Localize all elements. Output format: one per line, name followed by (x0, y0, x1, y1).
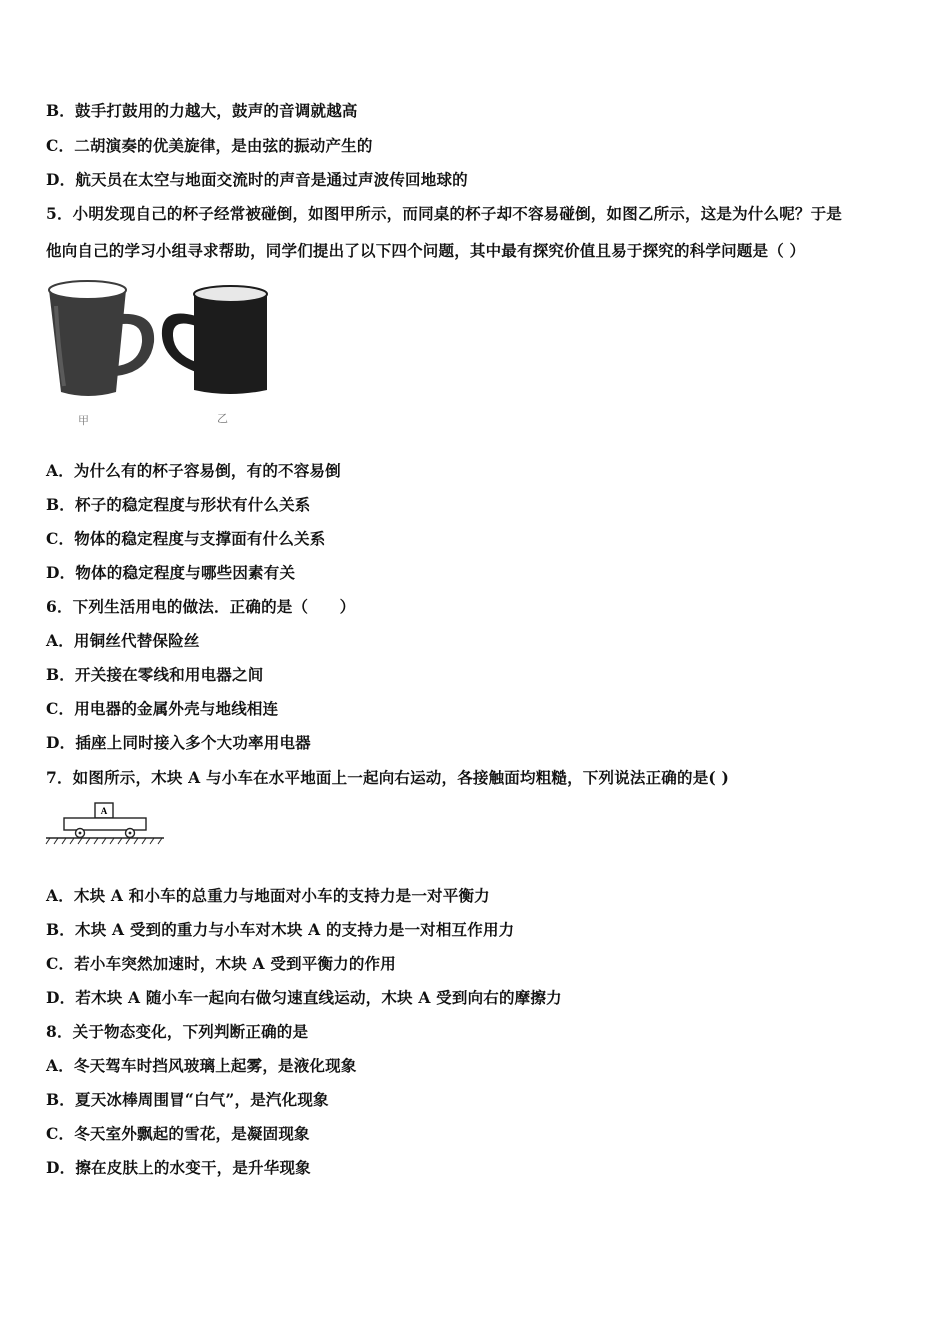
q8-option-b: B．夏天冰棒周围冒“白气”，是汽化现象 (46, 1090, 329, 1109)
cup-jia-image (49, 281, 154, 396)
fig-label-jia: 甲 (78, 414, 89, 427)
q5-option-b: B．杯子的稳定程度与形状有什么关系 (46, 495, 311, 514)
q7-option-c: C．若小车突然加速时，木块 A 受到平衡力的作用 (46, 954, 396, 973)
q6-option-c: C．用电器的金属外壳与地线相连 (46, 699, 279, 718)
q5-option-c: C．物体的稳定程度与支撑面有什么关系 (46, 529, 326, 548)
fig-label-yi: 乙 (217, 412, 228, 425)
q4-option-c: C．二胡演奏的优美旋律，是由弦的振动产生的 (46, 136, 373, 155)
q5-stem-line1: 5．小明发现自己的杯子经常被碰倒，如图甲所示，而同桌的杯子却不容易碰倒，如图乙所示，这是为什么呢？于是 (46, 204, 842, 223)
q7-option-a: A．木块 A 和小车的总重力与地面对小车的支持力是一对平衡力 (46, 886, 490, 905)
q8-option-a: A．冬天驾车时挡风玻璃上起雾，是液化现象 (46, 1056, 357, 1075)
q6-option-b: B．开关接在零线和用电器之间 (46, 665, 264, 684)
cart-figure (44, 798, 168, 850)
q6-option-a: A．用铜丝代替保险丝 (46, 631, 200, 650)
q8-option-c: C．冬天室外飘起的雪花，是凝固现象 (46, 1124, 310, 1143)
q5-option-d: D．物体的稳定程度与哪些因素有关 (46, 563, 296, 582)
cup-yi-image (162, 286, 267, 394)
q7-option-b: B．木块 A 受到的重力与小车对木块 A 的支持力是一对相互作用力 (46, 920, 515, 939)
q8-stem: 8．关于物态变化，下列判断正确的是 (46, 1022, 309, 1041)
cart-body (64, 818, 146, 830)
ground-hatch (46, 838, 162, 844)
q7-option-d: D．若木块 A 随小车一起向右做匀速直线运动，木块 A 受到向右的摩擦力 (46, 988, 562, 1007)
q6-stem: 6．下列生活用电的做法．正确的是（ ） (46, 597, 356, 616)
q6-option-d: D．插座上同时接入多个大功率用电器 (46, 733, 311, 752)
q7-stem: 7．如图所示，木块 A 与小车在水平地面上一起向右运动，各接触面均粗糙，下列说法正确的是( ) (46, 768, 730, 787)
q4-option-d: D．航天员在太空与地面交流时的声音是通过声波传回地球的 (46, 170, 468, 189)
q5-option-a: A．为什么有的杯子容易倒，有的不容易倒 (46, 461, 341, 480)
block-a (95, 803, 113, 818)
block-a-label: A (100, 806, 108, 816)
q5-stem-line2: 他向自己的学习小组寻求帮助，同学们提出了以下四个问题，其中最有探究价值且易于探究的科学问题是（ ） (46, 241, 806, 260)
q8-option-d: D．擦在皮肤上的水变干，是升华现象 (46, 1158, 311, 1177)
cups-figure (44, 276, 284, 426)
q4-option-b: B．鼓手打鼓用的力越大，鼓声的音调就越高 (46, 101, 358, 120)
